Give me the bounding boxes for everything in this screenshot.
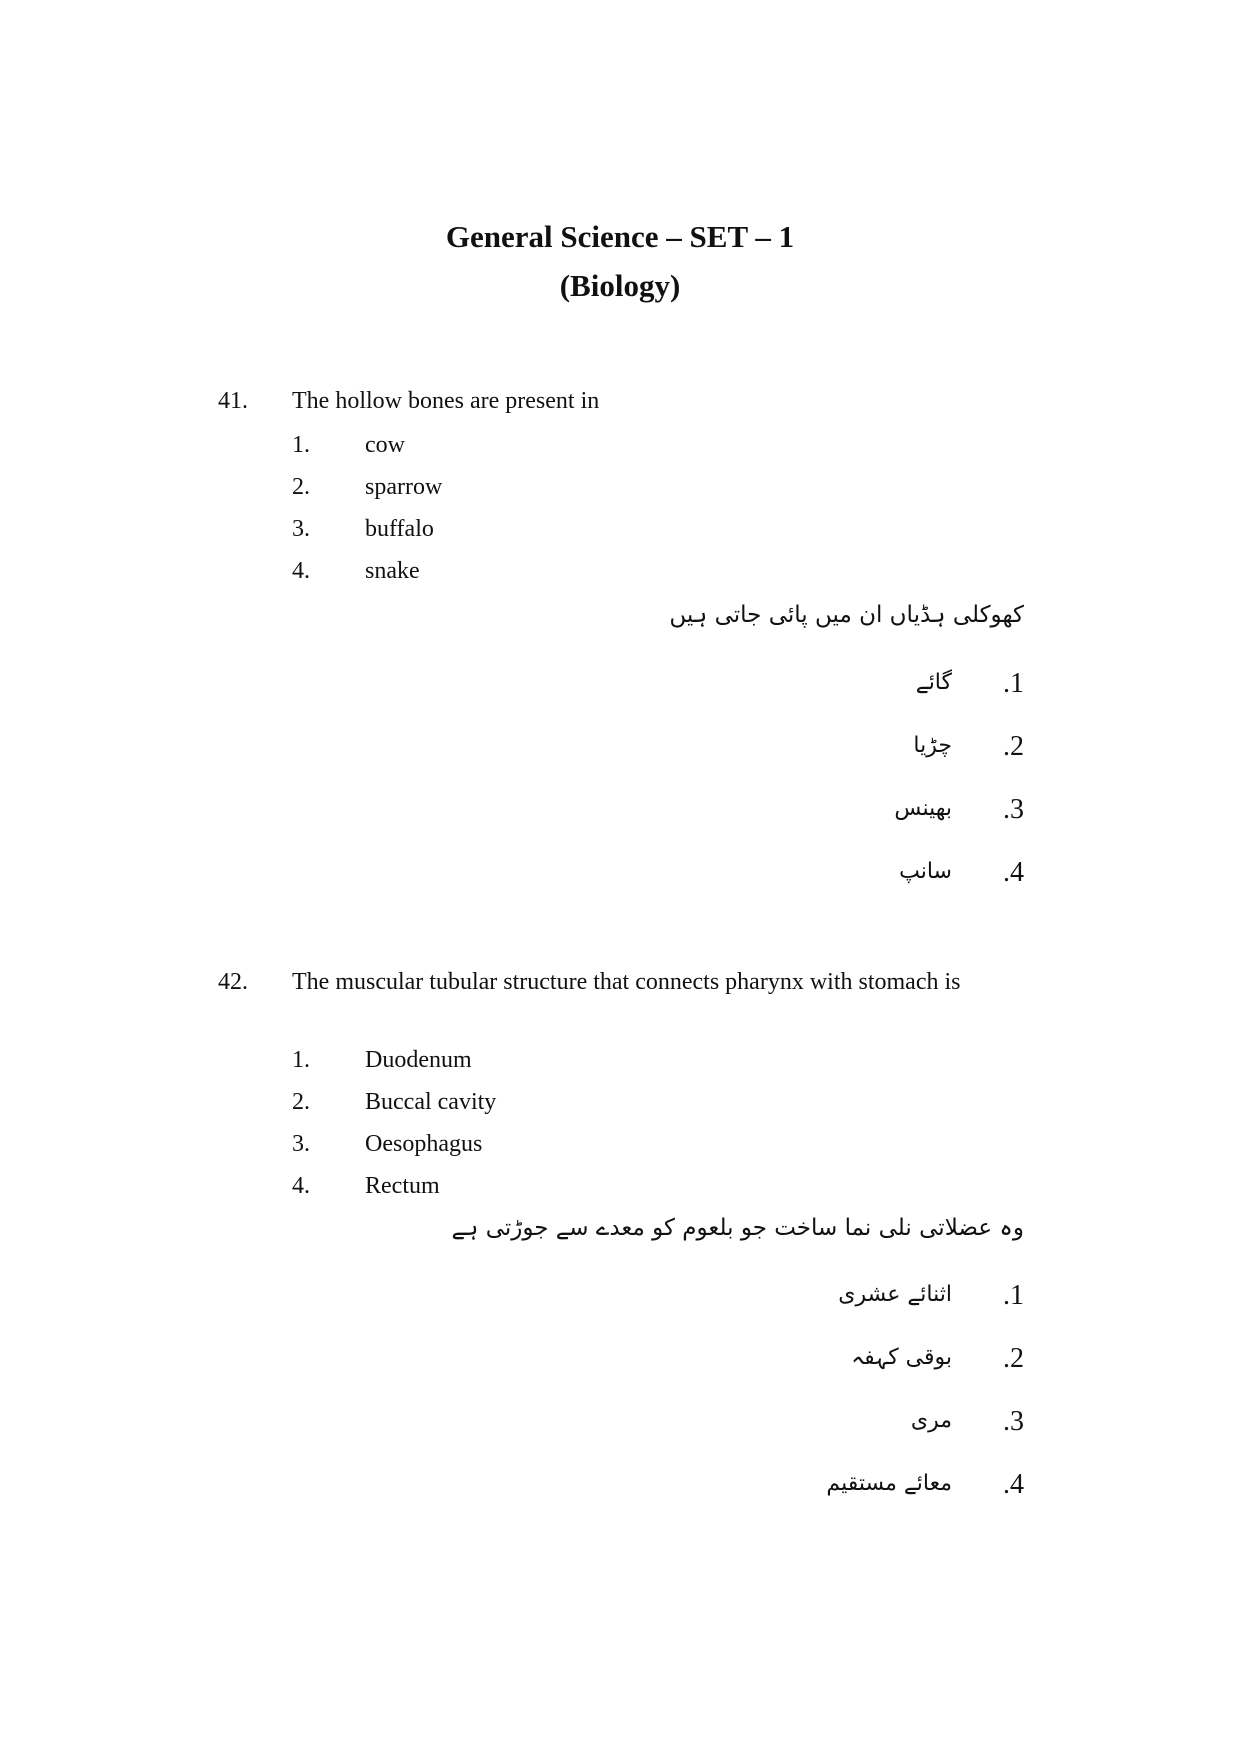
urdu-option-number: .2 (1003, 1343, 1024, 1374)
urdu-option-text: گائے (915, 670, 952, 695)
question-text: The hollow bones are present in (292, 388, 600, 414)
urdu-option-item (804, 794, 1024, 834)
option-number: 2. (292, 474, 310, 500)
option-number: 2. (292, 1089, 310, 1115)
urdu-option-item (804, 1469, 1024, 1509)
urdu-option-text: بھینس (894, 796, 952, 821)
option-number: 3. (292, 1131, 310, 1157)
page-title: General Science – SET – 1 (445, 219, 795, 254)
option-number: 4. (292, 1173, 310, 1199)
option-item (292, 516, 434, 543)
option-number: 3. (292, 516, 310, 542)
urdu-option-number: .2 (1003, 731, 1024, 762)
option-text: sparrow (365, 474, 443, 500)
question-42 (218, 965, 998, 1000)
urdu-option-item (804, 857, 1024, 897)
option-number: 1. (292, 432, 310, 458)
urdu-option-number: .4 (1003, 1469, 1024, 1500)
urdu-option-item (804, 731, 1024, 771)
option-text: Duodenum (365, 1047, 472, 1073)
urdu-option-text: چڑیا (913, 733, 952, 758)
urdu-option-number: .1 (1003, 1280, 1024, 1311)
question-number: 41. (218, 388, 248, 414)
urdu-option-text: اثنائے عشری (838, 1282, 952, 1307)
option-item (292, 474, 442, 501)
urdu-option-number: .4 (1003, 857, 1024, 888)
option-text: Rectum (365, 1173, 440, 1199)
urdu-option-text: مری (910, 1408, 952, 1433)
option-item (292, 1131, 482, 1158)
option-item (292, 1173, 440, 1200)
option-text: cow (365, 432, 405, 458)
urdu-option-text: سانپ (899, 859, 952, 884)
option-item (292, 558, 420, 585)
option-number: 1. (292, 1047, 310, 1073)
question-41 (218, 384, 998, 419)
option-text: Buccal cavity (365, 1089, 497, 1115)
urdu-option-item (804, 1406, 1024, 1446)
option-item (292, 432, 405, 459)
page-subtitle: (Biology) (559, 268, 681, 303)
urdu-option-item (804, 668, 1024, 708)
urdu-option-text: معائے مستقیم (826, 1471, 952, 1496)
option-text: buffalo (365, 516, 434, 542)
option-text: snake (365, 558, 420, 584)
option-item (292, 1047, 472, 1074)
urdu-option-number: .3 (1003, 1406, 1024, 1437)
option-item (292, 1089, 496, 1116)
question-text: The muscular tubular structure that connects pharynx with stomach is (292, 969, 961, 995)
urdu-option-item (804, 1343, 1024, 1383)
urdu-question-text: وہ عضلاتی نلی نما ساخت جو بلعوم کو معدے سے جوڑتی ہے (451, 1215, 1024, 1241)
option-number: 4. (292, 558, 310, 584)
option-text: Oesophagus (365, 1131, 483, 1157)
urdu-option-item (804, 1280, 1024, 1320)
urdu-question-text: کھوکلی ہڈیاں ان میں پائی جاتی ہیں (669, 602, 1024, 628)
urdu-option-number: .3 (1003, 794, 1024, 825)
urdu-option-number: .1 (1003, 668, 1024, 699)
question-number: 42. (218, 969, 248, 995)
urdu-option-text: بوقی کہفہ (851, 1345, 952, 1370)
